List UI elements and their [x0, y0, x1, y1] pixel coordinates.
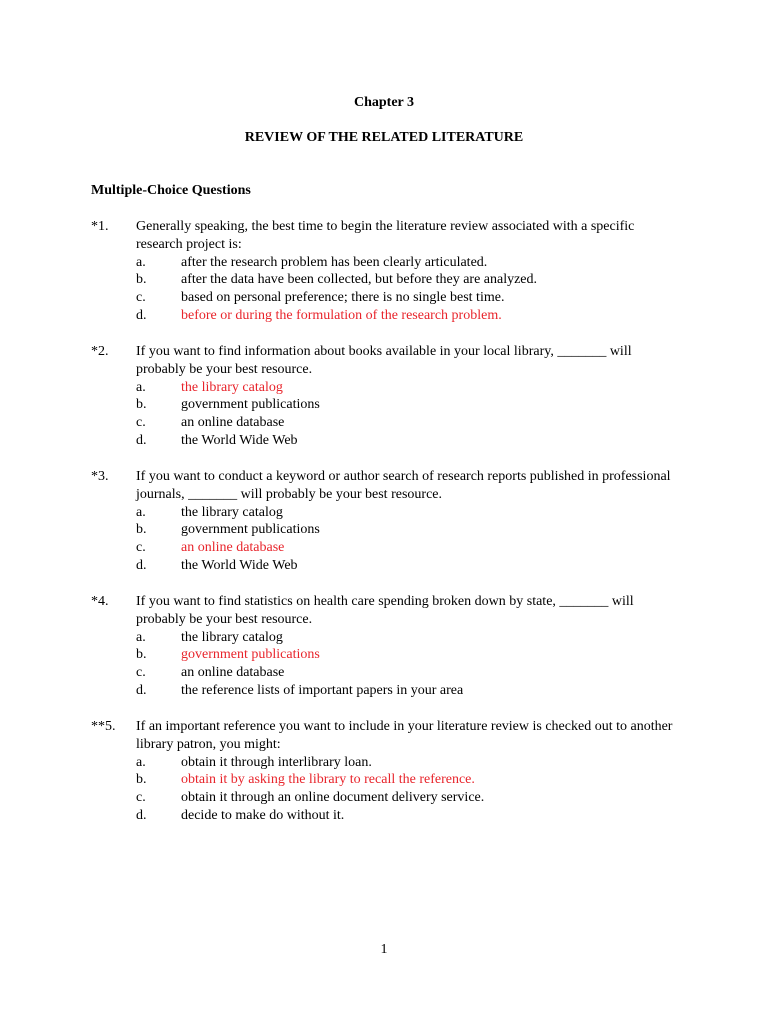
question-text: If you want to find statistics on health care spending broken down by state, _______ will probably be your best resource. [136, 594, 634, 627]
option-letter: c. [136, 540, 146, 556]
option-text: obtain it through an online document delivery service. [181, 790, 485, 806]
option-text: the World Wide Web [181, 432, 298, 448]
option-b [91, 646, 691, 664]
option-letter: d. [136, 432, 147, 448]
option-b [91, 396, 691, 414]
option-letter: a. [136, 629, 146, 645]
option-c [91, 664, 691, 682]
option-list [91, 379, 691, 450]
question-5 [91, 718, 691, 825]
question-2 [91, 343, 691, 450]
option-list [91, 754, 691, 825]
option-letter: b. [136, 647, 147, 663]
option-letter: d. [136, 557, 147, 573]
option-a [91, 254, 691, 272]
chapter-title: Chapter 3 [353, 95, 415, 110]
option-letter: a. [136, 254, 146, 270]
option-list [91, 254, 691, 325]
option-text: obtain it through interlibrary loan. [181, 754, 372, 770]
option-a [91, 754, 691, 772]
option-letter: d. [136, 807, 147, 823]
option-a [91, 504, 691, 522]
option-letter: b. [136, 522, 147, 538]
correct-answer-text: obtain it by asking the library to recall the reference. [181, 772, 475, 788]
question-number: *3. [91, 469, 109, 484]
option-c [91, 539, 691, 557]
correct-answer-text: before or during the formulation of the research problem. [181, 307, 502, 323]
question-1 [91, 218, 691, 325]
option-b [91, 771, 691, 789]
question-number: *1. [91, 219, 109, 234]
option-d [91, 557, 691, 575]
question-number: *2. [91, 344, 109, 359]
option-text: after the research problem has been clearly articulated. [181, 254, 488, 270]
option-b [91, 271, 691, 289]
option-text: the reference lists of important papers in your area [181, 682, 464, 698]
option-a [91, 379, 691, 397]
question-text: Generally speaking, the best time to begin the literature review associated with a specific research project is: [136, 219, 635, 252]
question-3 [91, 468, 691, 575]
option-letter: a. [136, 504, 146, 520]
option-text: after the data have been collected, but before they are analyzed. [181, 272, 538, 288]
option-letter: c. [136, 665, 146, 681]
page-number: 1 [380, 942, 388, 957]
option-d [91, 307, 691, 325]
option-letter: c. [136, 790, 146, 806]
correct-answer-text: an online database [181, 540, 285, 556]
option-letter: b. [136, 397, 147, 413]
option-letter: d. [136, 307, 147, 323]
correct-answer-text: government publications [181, 647, 320, 663]
option-text: government publications [181, 522, 320, 538]
question-text: If you want to conduct a keyword or author search of research reports published in professional journals, _______ will probably be your best resource. [136, 469, 671, 502]
option-d [91, 682, 691, 700]
option-letter: c. [136, 415, 146, 431]
option-text: an online database [181, 415, 285, 431]
section-heading: Multiple-Choice Questions [91, 183, 251, 198]
option-d [91, 432, 691, 450]
option-d [91, 807, 691, 825]
option-c [91, 289, 691, 307]
option-a [91, 629, 691, 647]
option-text: decide to make do without it. [181, 807, 345, 823]
option-letter: a. [136, 754, 146, 770]
option-c [91, 414, 691, 432]
option-text: based on personal preference; there is no single best time. [181, 290, 505, 306]
page-title: REVIEW OF THE RELATED LITERATURE [244, 130, 524, 145]
question-number: **5. [91, 719, 116, 734]
option-letter: c. [136, 290, 146, 306]
option-text: the World Wide Web [181, 557, 298, 573]
option-b [91, 521, 691, 539]
option-text: government publications [181, 397, 320, 413]
question-text: If you want to find information about books available in your local library, _______ will probably be your best resource. [136, 344, 632, 377]
option-c [91, 789, 691, 807]
question-number: *4. [91, 594, 109, 609]
option-list [91, 504, 691, 575]
question-4 [91, 593, 691, 700]
option-letter: b. [136, 772, 147, 788]
option-text: the library catalog [181, 629, 283, 645]
option-list [91, 629, 691, 700]
option-text: an online database [181, 665, 285, 681]
option-letter: b. [136, 272, 147, 288]
question-text: If an important reference you want to include in your literature review is checked out to another library patron, you might: [136, 719, 673, 752]
option-letter: d. [136, 682, 147, 698]
option-text: the library catalog [181, 504, 283, 520]
option-letter: a. [136, 379, 146, 395]
correct-answer-text: the library catalog [181, 379, 283, 395]
